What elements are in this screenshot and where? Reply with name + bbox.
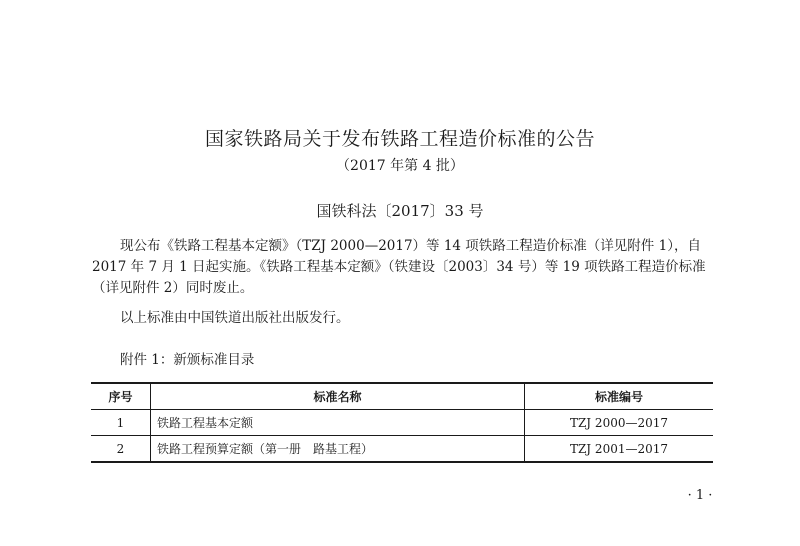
header-name: 标准名称 [151,383,525,410]
page-title: 国家铁路局关于发布铁路工程造价标准的公告 [204,128,595,150]
standards-table [91,382,713,463]
batch-subtitle: （2017 年第 4 批） [336,158,464,174]
announcement-paragraph: 现公布《铁路工程基本定额》（TZJ 2000—2017）等 14 项铁路工程造价标准（详见附件 1），自 2017 年 7 月 1 日起实施。《铁路工程基本定额》（铁建设〔2003〕34 号）等 19 项铁路工程造价标准（详见附件 2）同时废止。 [92,238,706,296]
row-name: 铁路工程基本定额 [151,410,525,436]
row-no: 1 [91,410,151,436]
page-number: · 1 · [687,488,713,503]
row-code: TZJ 2000—2017 [525,410,714,436]
attachment-title: 附件 1：新颁标准目录 [120,352,255,368]
row-code: TZJ 2001—2017 [525,436,714,463]
header-code: 标准编号 [525,383,714,410]
row-no: 2 [91,436,151,463]
table-row [91,436,713,463]
header-no: 序号 [91,383,151,410]
row-name: 铁路工程预算定额（第一册 路基工程） [151,436,525,463]
publisher-paragraph: 以上标准由中国铁道出版社出版发行。 [120,310,350,326]
table-row [91,410,713,436]
table-header-row [91,383,713,410]
document-number: 国铁科法〔2017〕33 号 [316,202,484,220]
